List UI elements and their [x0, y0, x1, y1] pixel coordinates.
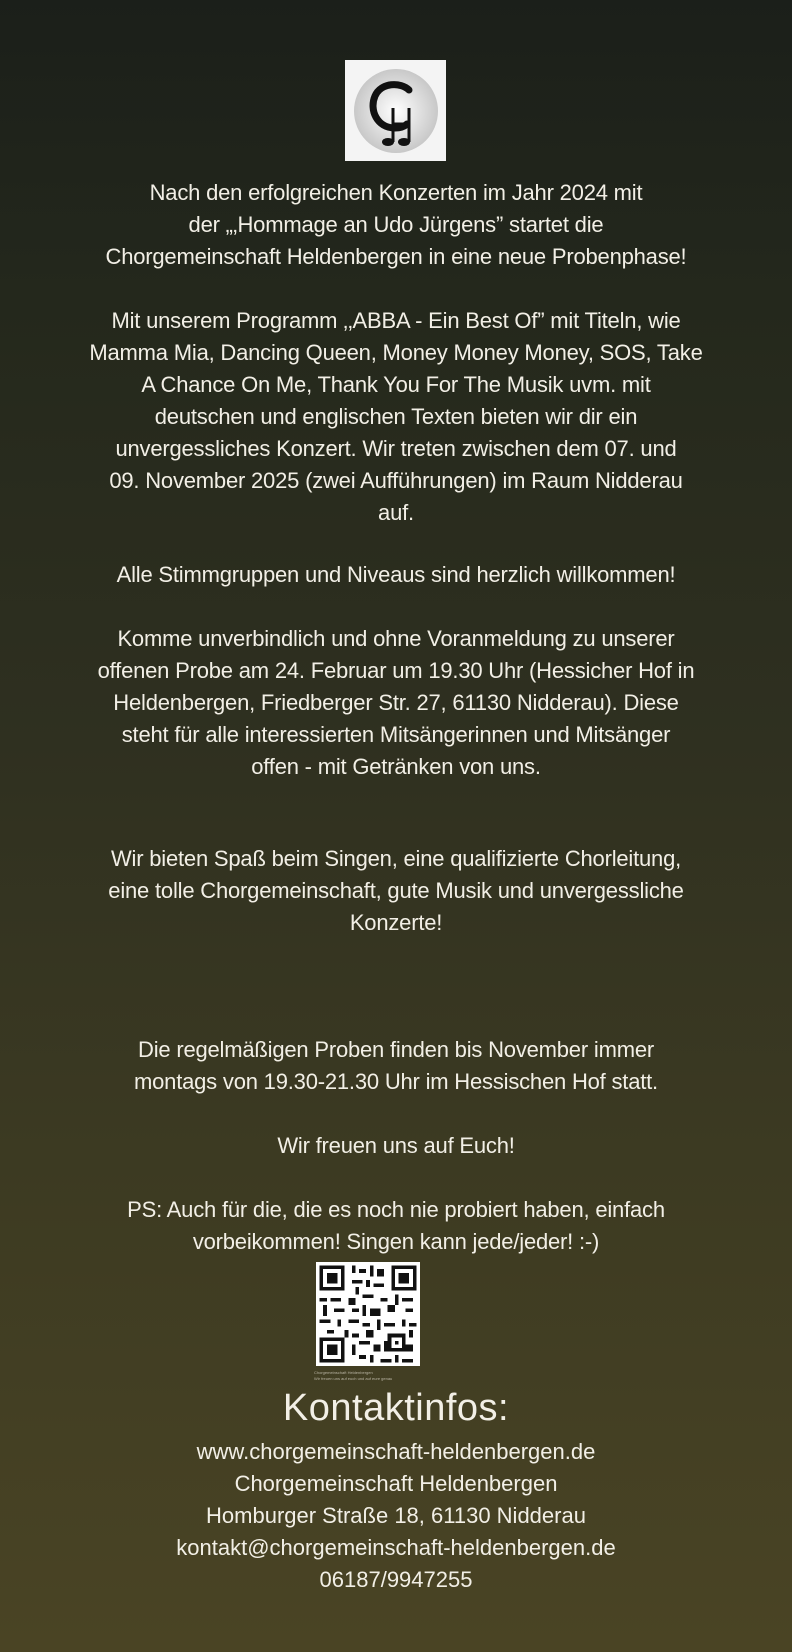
qr-caption-line: Wir freuen uns auf euch und auf eure genau — [314, 1376, 393, 1381]
programm-line: deutschen und englischen Texten bieten wir dir ein — [154, 404, 638, 429]
programm-paragraph — [56, 305, 736, 529]
ps-line: PS: Auch für die, die es noch nie probiert haben, einfach — [127, 1197, 665, 1222]
welcome-line: Alle Stimmgruppen und Niveaus sind herzlich willkommen! — [116, 562, 676, 587]
choir-logo — [345, 60, 446, 161]
schedule-line: Die regelmäßigen Proben finden bis November immer — [138, 1037, 654, 1062]
schedule-paragraph — [56, 1034, 736, 1098]
schedule-line: montags von 19.30-21.30 Uhr im Hessischen Hof statt. — [134, 1069, 658, 1094]
probe-line: Komme unverbindlich und ohne Voranmeldung zu unserer — [117, 626, 675, 651]
intro-paragraph — [56, 177, 736, 273]
intro-line: Chorgemeinschaft Heldenbergen in eine neue Probenphase! — [105, 244, 687, 269]
probe-line: Heldenbergen, Friedberger Str. 27, 61130 Nidderau). Diese — [113, 690, 679, 715]
probe-line: steht für alle interessierten Mitsängerinnen und Mitsänger — [121, 722, 671, 747]
probe-line: offen - mit Getränken von uns. — [251, 754, 541, 779]
offer-paragraph — [56, 843, 736, 939]
music-note-monogram-icon — [351, 66, 441, 156]
intro-line: Nach den erfolgreichen Konzerten im Jahr 2024 mit — [149, 180, 643, 205]
offer-line: Wir bieten Spaß beim Singen, eine qualifizierte Chorleitung, — [110, 846, 682, 871]
programm-line: 09. November 2025 (zwei Aufführungen) im Raum Nidderau — [109, 468, 683, 493]
programm-line: A Chance On Me, Thank You For The Musik uvm. mit — [141, 372, 651, 397]
contact-title: Kontaktinfos: — [282, 1387, 510, 1429]
programm-line: Mit unserem Programm ‚‚ABBA - Ein Best Of” mit Titeln, wie — [111, 308, 681, 333]
offer-line: eine tolle Chorgemeinschaft, gute Musik und unvergessliche — [108, 878, 684, 903]
programm-line: auf. — [378, 500, 414, 525]
intro-line: der „‚Hommage an Udo Jürgens” startet die — [188, 212, 604, 237]
choir-name: Chorgemeinschaft Heldenbergen — [234, 1471, 558, 1496]
postal-address: Homburger Straße 18, 61130 Nidderau — [206, 1503, 586, 1528]
website-link[interactable]: www.chorgemeinschaft-heldenbergen.de — [196, 1439, 596, 1464]
greeting-line: Wir freuen uns auf Euch! — [277, 1133, 515, 1158]
probe-paragraph — [56, 623, 736, 783]
ps-line: vorbeikommen! Singen kann jede/jeder! :-) — [192, 1229, 600, 1254]
programm-line: unvergessliches Konzert. Wir treten zwischen dem 07. und — [115, 436, 677, 461]
qr-caption-line: Chorgemeinschaft Heldenbergen — [314, 1370, 373, 1375]
qr-code[interactable] — [316, 1262, 420, 1366]
offer-line: Konzerte! — [349, 910, 443, 935]
greeting-paragraph — [56, 1130, 736, 1162]
programm-line: Mamma Mia, Dancing Queen, Money Money Money, SOS, Take — [89, 340, 703, 365]
phone-number[interactable]: 06187/9947255 — [319, 1567, 473, 1592]
welcome-paragraph — [56, 559, 736, 591]
probe-line: offenen Probe am 24. Februar um 19.30 Uhr (Hessicher Hof in — [97, 658, 695, 683]
qr-caption — [314, 1370, 434, 1382]
qr-code-icon — [316, 1262, 420, 1366]
contact-info — [0, 1436, 792, 1596]
ps-paragraph — [56, 1194, 736, 1258]
email-link[interactable]: kontakt@chorgemeinschaft-heldenbergen.de — [176, 1535, 616, 1560]
